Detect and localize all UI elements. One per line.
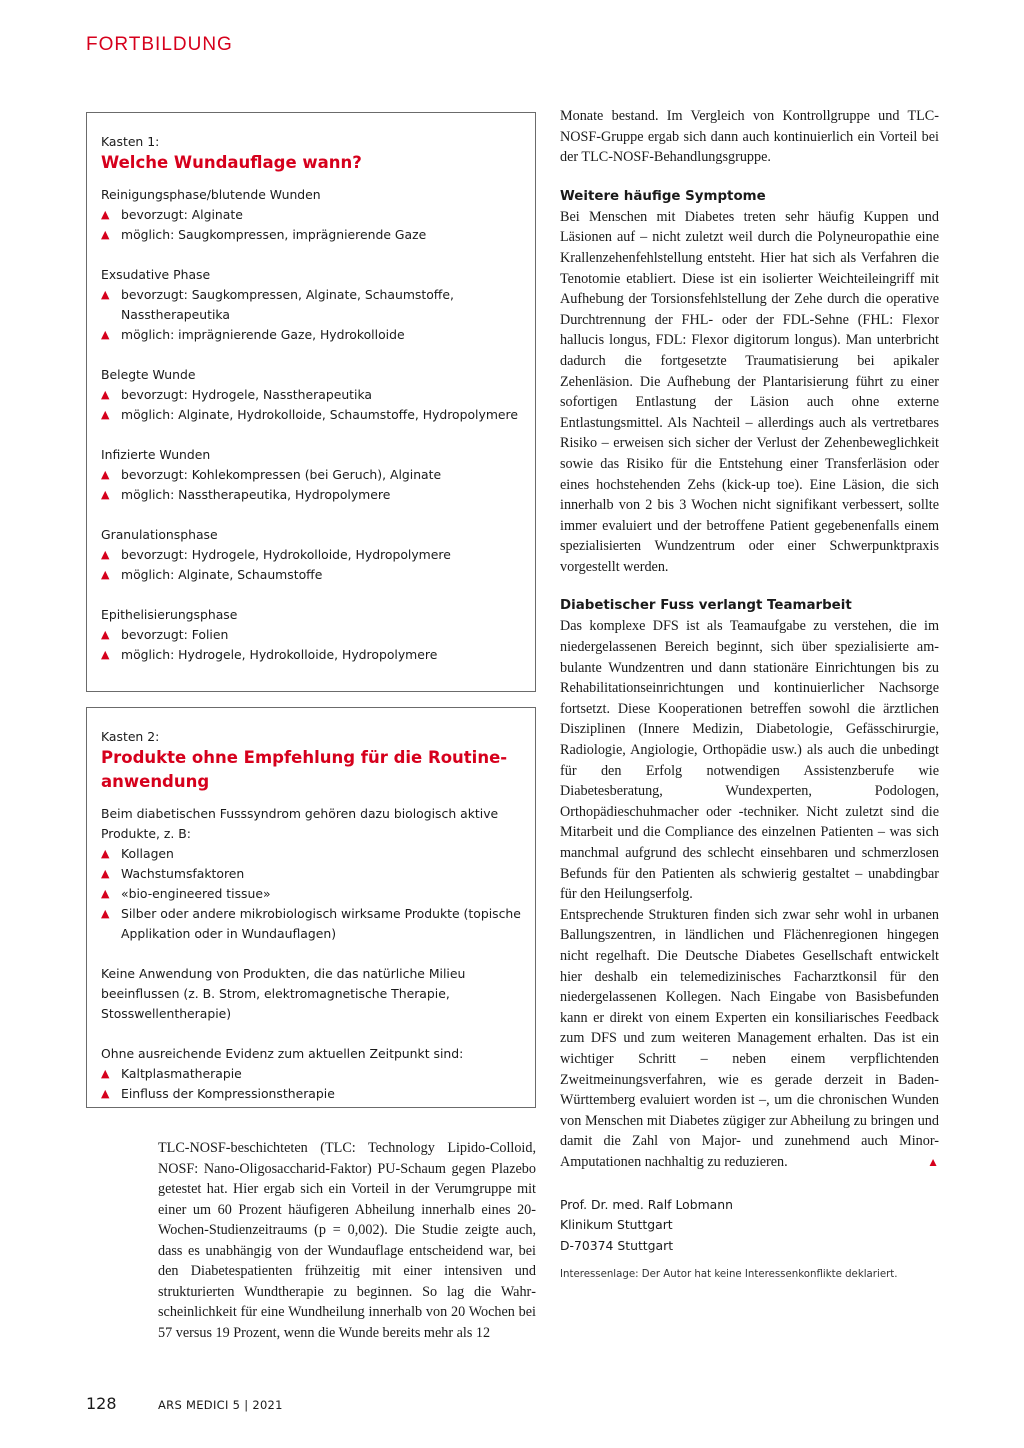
author-name: Prof. Dr. med. Ralf Lobmann xyxy=(560,1196,733,1212)
subheading: Diabetischer Fuss verlangt Teamarbeit xyxy=(560,598,852,614)
box-intro: Beim diabetischen Fusssyndrom gehören dazu biologisch aktive Produkte, z. B: xyxy=(101,806,499,841)
list-item: ▲ möglich: Alginate, Schaumstoffe xyxy=(101,565,521,585)
info-box-products xyxy=(86,707,536,1108)
body-text-left: TLC-NOSF-beschichteten (TLC: Technology Lipido-Colloid, NOSF: Nano-Oligosaccharid-Faktor) PU-Schaum gegen Plazebo getestet hat. Hier ergab sich ein Vorteil in der Verumgruppe mit einer um 60 Prozent häufigeren Abheilung innerhalb eines 20-Wochen-Studienzeitraums (p = 0,002). Die Studie zeigte auch, dass es unabhängig von der Wundauflage entscheidend war, bei den Diabetespatienten frühzeitig mit einer intensiven und strukturierten Wundtherapie zu beginnen. So lag die Wahrscheinlichkeit für eine Wundheilung innerhalb von 20 Wochen bei 57 versus 19 Prozent, wenn die Wunde bereits mehr als 12 xyxy=(158,1140,536,1341)
conflict-of-interest: Interessenlage: Der Autor hat keine Interessenkonflikte deklariert. xyxy=(560,1269,898,1280)
body-paragraph: Monate bestand. Im Vergleich von Kontrollgruppe und TLC-NOSF-Gruppe ergab sich dann auch kontinuierlich ein Vorteil bei der TLC-NOSF-Behandlungsgruppe. xyxy=(560,108,939,166)
group-heading: Belegte Wunde xyxy=(101,367,196,382)
author-block xyxy=(560,1195,939,1257)
triangle-bullet-icon: ▲ xyxy=(101,1067,110,1080)
author-city: D-70374 Stuttgart xyxy=(560,1237,674,1253)
body-paragraph: Das komplexe DFS ist als Teamaufgabe zu verstehen, die im niedergelassenen Bereich beginnt, sich über spezialisierte ambulante Wundzentren und dann stationäre Einrichtungen bis zu Rehabilitationseinrichtungen und kontinuierlicher Nachsorge fortsetzt. Diese Kooperationen betreffen sowohl die ärztlichen Disziplinen (Innere Medizin, Diabetologie, Gefässchirurgie, Radiologie, Angiologie, Orthopädie usw.) als auch die unbedingt für den Erfolg notwendigen Assistenzberufe wie Diabetesberatung, Wundexperten, Podologen, Orthopädieschuhmacher oder -techniker. Nicht zuletzt sind die Mitarbeit und die Compliance des einzelnen Patienten – was sich manchmal aufgrund des schlecht einsehbaren und schmerzlosen Befunds für den Patienten als schwierig gestaltet – unabdingbar für den Heilungserfolg. xyxy=(560,618,939,903)
list-item: ▲ «bio-engineered tissue» xyxy=(101,884,521,904)
triangle-bullet-icon: ▲ xyxy=(101,867,110,880)
list-item: ▲ bevorzugt: Hydrogele, Hydrokolloide, Hydropolymere xyxy=(101,545,521,565)
box-label: Kasten 1: xyxy=(101,134,160,149)
group-heading: Exsudative Phase xyxy=(101,267,211,282)
subheading: Weitere häufige Symptome xyxy=(560,188,766,204)
list-item: ▲ möglich: Alginate, Hydrokolloide, Schaumstoffe, Hydropolymere xyxy=(101,405,521,425)
author-institution: Klinikum Stuttgart xyxy=(560,1217,673,1232)
end-mark-icon: ▲ xyxy=(927,1154,939,1169)
triangle-bullet-icon: ▲ xyxy=(101,288,110,301)
dressing-group xyxy=(101,365,521,425)
triangle-bullet-icon: ▲ xyxy=(101,1087,110,1100)
box-title: Produkte ohne Empfehlung für die Routineanwendung xyxy=(101,748,508,791)
group-heading: Infizierte Wunden xyxy=(101,447,211,462)
triangle-bullet-icon: ▲ xyxy=(101,847,110,860)
box-paragraph: Keine Anwendung von Produkten, die das natürliche Milieu beeinflussen (z. B. Strom, elektromagnetische Therapie, Stosswellentherapie) xyxy=(101,966,466,1021)
body-column-right xyxy=(560,106,939,1282)
box-paragraph: Ohne ausreichende Evidenz zum aktuellen Zeitpunkt sind: xyxy=(101,1046,464,1061)
triangle-bullet-icon: ▲ xyxy=(101,887,110,900)
triangle-bullet-icon: ▲ xyxy=(101,468,110,481)
list-item: ▲ Kollagen xyxy=(101,844,521,864)
list-item: ▲ bevorzugt: Folien xyxy=(101,625,521,645)
group-heading: Reinigungsphase/blutende Wunden xyxy=(101,187,321,202)
triangle-bullet-icon: ▲ xyxy=(101,648,110,661)
list-item: ▲ Wachstumsfaktoren xyxy=(101,864,521,884)
dressing-group xyxy=(101,265,521,345)
triangle-bullet-icon: ▲ xyxy=(101,628,110,641)
list-item: ▲ bevorzugt: Kohlekompressen (bei Geruch), Alginate xyxy=(101,465,521,485)
dressing-group xyxy=(101,185,521,245)
body-paragraph: Entsprechende Strukturen finden sich zwar sehr wohl in urbanen Ballungszentren, in ländlichen und Flächenregionen hingegen nicht regelhaft. Die Deutsche Diabetes Gesellschaft entwickelt hier deshalb ein telemedizinisches Facharztkonsil für den niedergelassenen Kollegen. Nach Eingabe von Basisbefunden kann er direkt von einem Experten ein konsiliarisches Feedback zum DFS und zum weiteren Management erhalten. Das ist ein wichtiger Schritt – neben einem verpflichtenden Zweitmeinungsverfahren, wie es gerade derzeit in Baden-Württemberg evaluiert worden ist –, um die chronischen Wunden von Menschen mit Diabetes zügiger zur Abheilung zu bringen und damit die Zahl von Major- und zunehmend auch Minor-Amputationen nachhaltig zu reduzieren. ▲ xyxy=(560,905,939,1173)
triangle-bullet-icon: ▲ xyxy=(101,328,110,341)
list-item: ▲ Silber oder andere mikrobiologisch wirksame Produkte (topische Applikation oder in Wundauflagen) xyxy=(101,906,521,941)
dressing-group xyxy=(101,525,521,585)
info-box-wound-dressing xyxy=(86,112,536,692)
journal-name: ARS MEDICI 5 | 2021 xyxy=(158,1398,283,1412)
triangle-bullet-icon: ▲ xyxy=(101,548,110,561)
triangle-bullet-icon: ▲ xyxy=(101,408,110,421)
list-item: ▲ bevorzugt: Saugkompressen, Alginate, Schaumstoffe, Nasstherapeutika xyxy=(101,287,454,322)
box-title: Welche Wundauflage wann? xyxy=(101,153,362,172)
dressing-group xyxy=(101,605,521,665)
triangle-bullet-icon: ▲ xyxy=(101,568,110,581)
section-label: FORTBILDUNG xyxy=(86,34,233,55)
triangle-bullet-icon: ▲ xyxy=(101,208,110,221)
triangle-bullet-icon: ▲ xyxy=(101,907,110,920)
list-item: ▲ bevorzugt: Alginate xyxy=(101,205,521,225)
page-number: 128 xyxy=(86,1394,117,1413)
list-item: ▲ möglich: Nasstherapeutika, Hydropolymere xyxy=(101,485,521,505)
product-list xyxy=(101,844,521,944)
group-heading: Granulationsphase xyxy=(101,527,218,542)
triangle-bullet-icon: ▲ xyxy=(101,228,110,241)
list-item: ▲ möglich: imprägnierende Gaze, Hydrokolloide xyxy=(101,325,521,345)
triangle-bullet-icon: ▲ xyxy=(101,488,110,501)
group-heading: Epithelisierungsphase xyxy=(101,607,238,622)
list-item: ▲ möglich: Saugkompressen, imprägnierende Gaze xyxy=(101,225,521,245)
body-paragraph: Bei Menschen mit Diabetes treten sehr häufig Kuppen und Läsionen auf – nicht zuletzt weil durch die Polyneuropathie eine Krallenzehenfehlstellung entsteht. Hier hat sich als Verfahren die Tenotomie etabliert. Diese ist ein isolierter Weichteileingriff mit Aufhebung der Torsionsfehlstellung der Zehe durch die operative Durchtrennung der FHL- oder der FDL-Sehne (FHL: Flexor hallucis longus, FDL: Flexor digitorum longus). Man unterbricht dadurch die fortgesetzte Traumatisierung bei apikaler Zehenläsion. Die Aufhebung der Plantarisierung führt zu einer sofortigen Entlastung der Läsion auch ohne externe Entlastungsmittel. Als Nachteil – allerdings auch als vertretbares Risiko – erweisen sich sicher der Verlust der Zehenbeweglichkeit sowie das Risiko für die Entstehung einer Transferläsion oder eines hochstehenden Zehs (kick-up toe). Eine Läsion, die sich innerhalb von 2 bis 3 Wochen nicht signifikant verbessert, sollte immer evaluiert und der betroffene Patient gegebenenfalls einem spezialisierten Wundzentrum oder einer Schwerpunktpraxis vorgestellt werden. xyxy=(560,208,939,575)
list-item: ▲ Kaltplasmatherapie xyxy=(101,1064,521,1084)
dressing-group xyxy=(101,445,521,505)
list-item: ▲ möglich: Hydrogele, Hydrokolloide, Hydropolymere xyxy=(101,645,521,665)
triangle-bullet-icon: ▲ xyxy=(101,388,110,401)
list-item: ▲ bevorzugt: Hydrogele, Nasstherapeutika xyxy=(101,385,521,405)
list-item: ▲ Einfluss der Kompressionstherapie xyxy=(101,1084,521,1104)
box-label: Kasten 2: xyxy=(101,729,160,744)
